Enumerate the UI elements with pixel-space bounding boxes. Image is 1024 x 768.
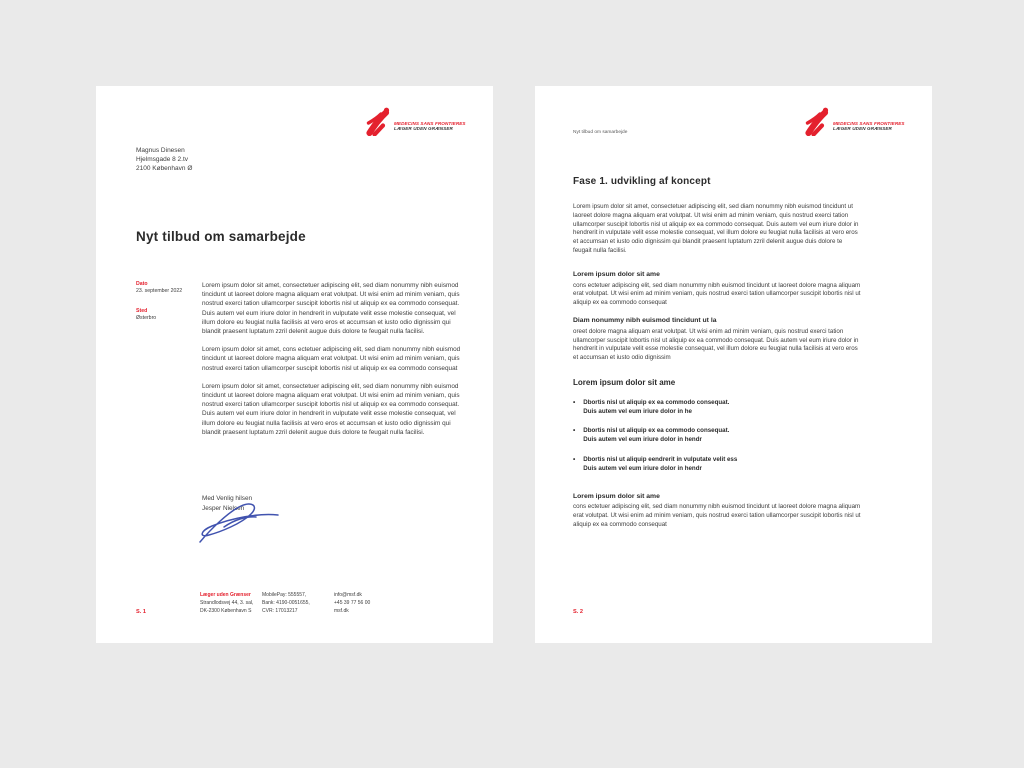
- section-2: [573, 317, 862, 363]
- bullet-item-3: [573, 456, 862, 474]
- section-3-body: cons ectetuer adipiscing elit, sed diam nonummy nibh euismod tincidunt ut laoreet dolore magna aliquam erat volutpat. Ut wisi enim ad minim veniam, quis nostrud exerci tation ullamcorper suscipit lobortis nisl ut aliquip ex ea commodo consequat: [573, 503, 861, 528]
- msf-runner-icon: [366, 106, 392, 136]
- footer-contact-column: [334, 591, 370, 615]
- footer-mobilepay: MobilePay: 555557,: [262, 592, 307, 598]
- footer-finance-column: [262, 591, 310, 615]
- logo-line-2: LÆGER UDEN GRÆNSER: [394, 126, 453, 131]
- page2-number: S. 2: [573, 609, 583, 615]
- footer-org-name: Læger uden Grænser: [200, 592, 251, 598]
- msf-logo: [366, 106, 466, 136]
- msf-logo-wordmark: [394, 111, 466, 132]
- bullet-1-line-1: Dbortis nisl ut aliquip ex ea commodo consequat.: [583, 398, 730, 406]
- letter-body: [202, 281, 465, 446]
- logo-line-1: MEDECINS SANS FRONTIERES: [394, 120, 466, 126]
- recipient-street: Hjelmsgade 8 2.tv: [136, 155, 189, 163]
- paragraph-2: Lorem ipsum dolor sit amet, cons ectetuer adipiscing elit, sed diam nonummy nibh euismod tincidunt ut laoreet dolore magna aliquam erat volutpat. Ut wisi enim ad minim veniam, quis nostrud exerci tation ullamcorper suscipit lobortis nisl ut aliquip ex ea commodo consequat: [202, 346, 461, 372]
- page1-number: S. 1: [136, 609, 146, 615]
- recipient-city: 2100 København Ø: [136, 164, 193, 172]
- page2-body: [573, 203, 862, 530]
- date-value: 23. september 2022: [136, 288, 183, 294]
- msf-runner-icon: [805, 106, 831, 136]
- date-label: Dato: [136, 281, 148, 287]
- letter-meta: [136, 281, 198, 335]
- footer-email: info@msf.dk: [334, 592, 362, 598]
- bullet-3-line-1: Dbortis nisl ut aliquip eendrerit in vulputate velit ess: [583, 455, 738, 463]
- footer-website: msf.dk: [334, 608, 349, 614]
- footer-phone: +45 39 77 56 00: [334, 600, 371, 606]
- section-1: [573, 271, 862, 308]
- msf-logo-wordmark: [833, 111, 905, 132]
- bullet-marker-icon: •: [573, 455, 576, 463]
- letter-page-1: [96, 86, 493, 643]
- bullet-marker-icon: •: [573, 398, 576, 406]
- place-label: Sted: [136, 308, 148, 314]
- phase-title: Fase 1. udvikling af koncept: [573, 176, 711, 187]
- section-3-heading: Lorem ipsum dolor sit ame: [573, 492, 660, 500]
- logo-line-1: MEDECINS SANS FRONTIERES: [833, 120, 905, 126]
- section-1-heading: Lorem ipsum dolor sit ame: [573, 270, 660, 278]
- footer-org-column: [200, 591, 253, 615]
- bullet-item-2: [573, 427, 862, 445]
- msf-logo: [805, 106, 905, 136]
- bullet-1-line-2: Duis autem vel eum iriure dolor in he: [583, 407, 692, 415]
- section-2-heading: Diam nonummy nibh euismod tincidunt ut la: [573, 316, 717, 324]
- bullet-list-heading: Lorem ipsum dolor sit ame: [573, 377, 676, 387]
- section-2-body: oreet dolore magna aliquam erat volutpat. Ut wisi enim ad minim veniam, quis nostrud exerci tation ullamcorper suscipit lobortis nisl ut aliquip ex ea commodo consequat. Duis autem vel eum iriure dolor in hendrerit in vulputate velit esse molestie consequat, vel illum dolore eu feugiat nulla facilisis at vero eros et accumsan et iusto odio dignissim: [573, 327, 859, 362]
- closing-salutation: Med Venlig hilsen: [202, 495, 253, 502]
- place-value: Østerbro: [136, 315, 157, 321]
- running-header: Nyt tilbud om samarbejde: [573, 130, 628, 135]
- recipient-name: Magnus Dinesen: [136, 147, 185, 154]
- letter-title: Nyt tilbud om samarbejde: [136, 229, 306, 244]
- bullet-2-line-2: Duis autem vel eum iriure dolor in hendr: [583, 436, 702, 444]
- handwritten-signature: [194, 500, 289, 551]
- intro-paragraph: Lorem ipsum dolor sit amet, consectetuer adipiscing elit, sed diam nonummy nibh euismod tincidunt ut laoreet dolore magna aliquam erat volutpat. Ut wisi enim ad minim veniam, quis nostrud exerci tation ullamcorper suscipit lobortis nisl ut aliquip ex ea commodo consequat. Duis autem vel eum iriure dolor in hendrerit in vulputate velit esse molestie consequat, vel illum dolore eu feugiat nulla facilisis at vero eros et accumsan et iusto odio dignissim qui blandit praesent luptatum zzril delenit augue duis dolore te feugait nulla facilisi.: [573, 203, 859, 254]
- paragraph-3: Lorem ipsum dolor sit amet, consectetuer adipiscing elit, sed diam nonummy nibh euismod tincidunt ut laoreet dolore magna aliquam erat volutpat. Ut wisi enim ad minim veniam, quis nostrud exerci tation ullamcorper suscipit lobortis nisl ut aliquip ex ea commodo consequat. Duis autem vel eum iriure dolor in hendrerit in vulputate velit esse molestie consequat, vel illum dolore eu feugiat nulla facilisis at vero eros et accumsan et iusto odio dignissim qui blandit praesent luptatum zzril delenit augue duis dolore te feugait nulla facilisi.: [202, 382, 460, 436]
- section-1-body: cons ectetuer adipiscing elit, sed diam nonummy nibh euismod tincidunt ut laoreet dolore magna aliquam erat volutpat. Ut wisi enim ad minim veniam, quis nostrud exerci tation ullamcorper suscipit lobortis nisl ut aliquip ex ea commodo consequat: [573, 281, 861, 307]
- footer-cvr: CVR: 17013217: [262, 608, 298, 614]
- logo-line-2: LÆGER UDEN GRÆNSER: [833, 126, 892, 131]
- footer-street: Strandlodsvej 44, 3. sal,: [200, 600, 254, 606]
- bullet-2-line-1: Dbortis nisl ut aliquip ex ea commodo consequat.: [583, 427, 730, 435]
- paragraph-1: Lorem ipsum dolor sit amet, consectetuer adipiscing elit, sed diam nonummy nibh euismod tincidunt ut laoreet dolore magna aliquam erat volutpat. Ut wisi enim ad minim veniam, quis nostrud exerci tation ullamcorper suscipit lobortis nisl ut aliquip ex ea commodo consequat. Duis autem vel eum iriure dolor in hendrerit in vulputate velit esse molestie consequat, vel illum dolore eu feugiat nulla facilisis at vero eros et accumsan et iusto odio dignissim qui blandit praesent luptatum zzril delenit augue duis dolore te feugait nulla facilisi.: [202, 282, 460, 336]
- section-3: [573, 493, 862, 530]
- footer-bank: Bank: 4190-0051655,: [262, 600, 310, 606]
- bullet-item-1: [573, 399, 862, 417]
- footer-city: DK-2300 København S: [200, 608, 252, 614]
- bullet-marker-icon: •: [573, 427, 576, 435]
- bullet-3-line-2: Duis autem vel eum iriure dolor in hendr: [583, 464, 702, 472]
- letter-page-2: [535, 86, 932, 643]
- closing-sender-name: Jesper Nielsen: [202, 504, 245, 512]
- recipient-address: [136, 147, 192, 173]
